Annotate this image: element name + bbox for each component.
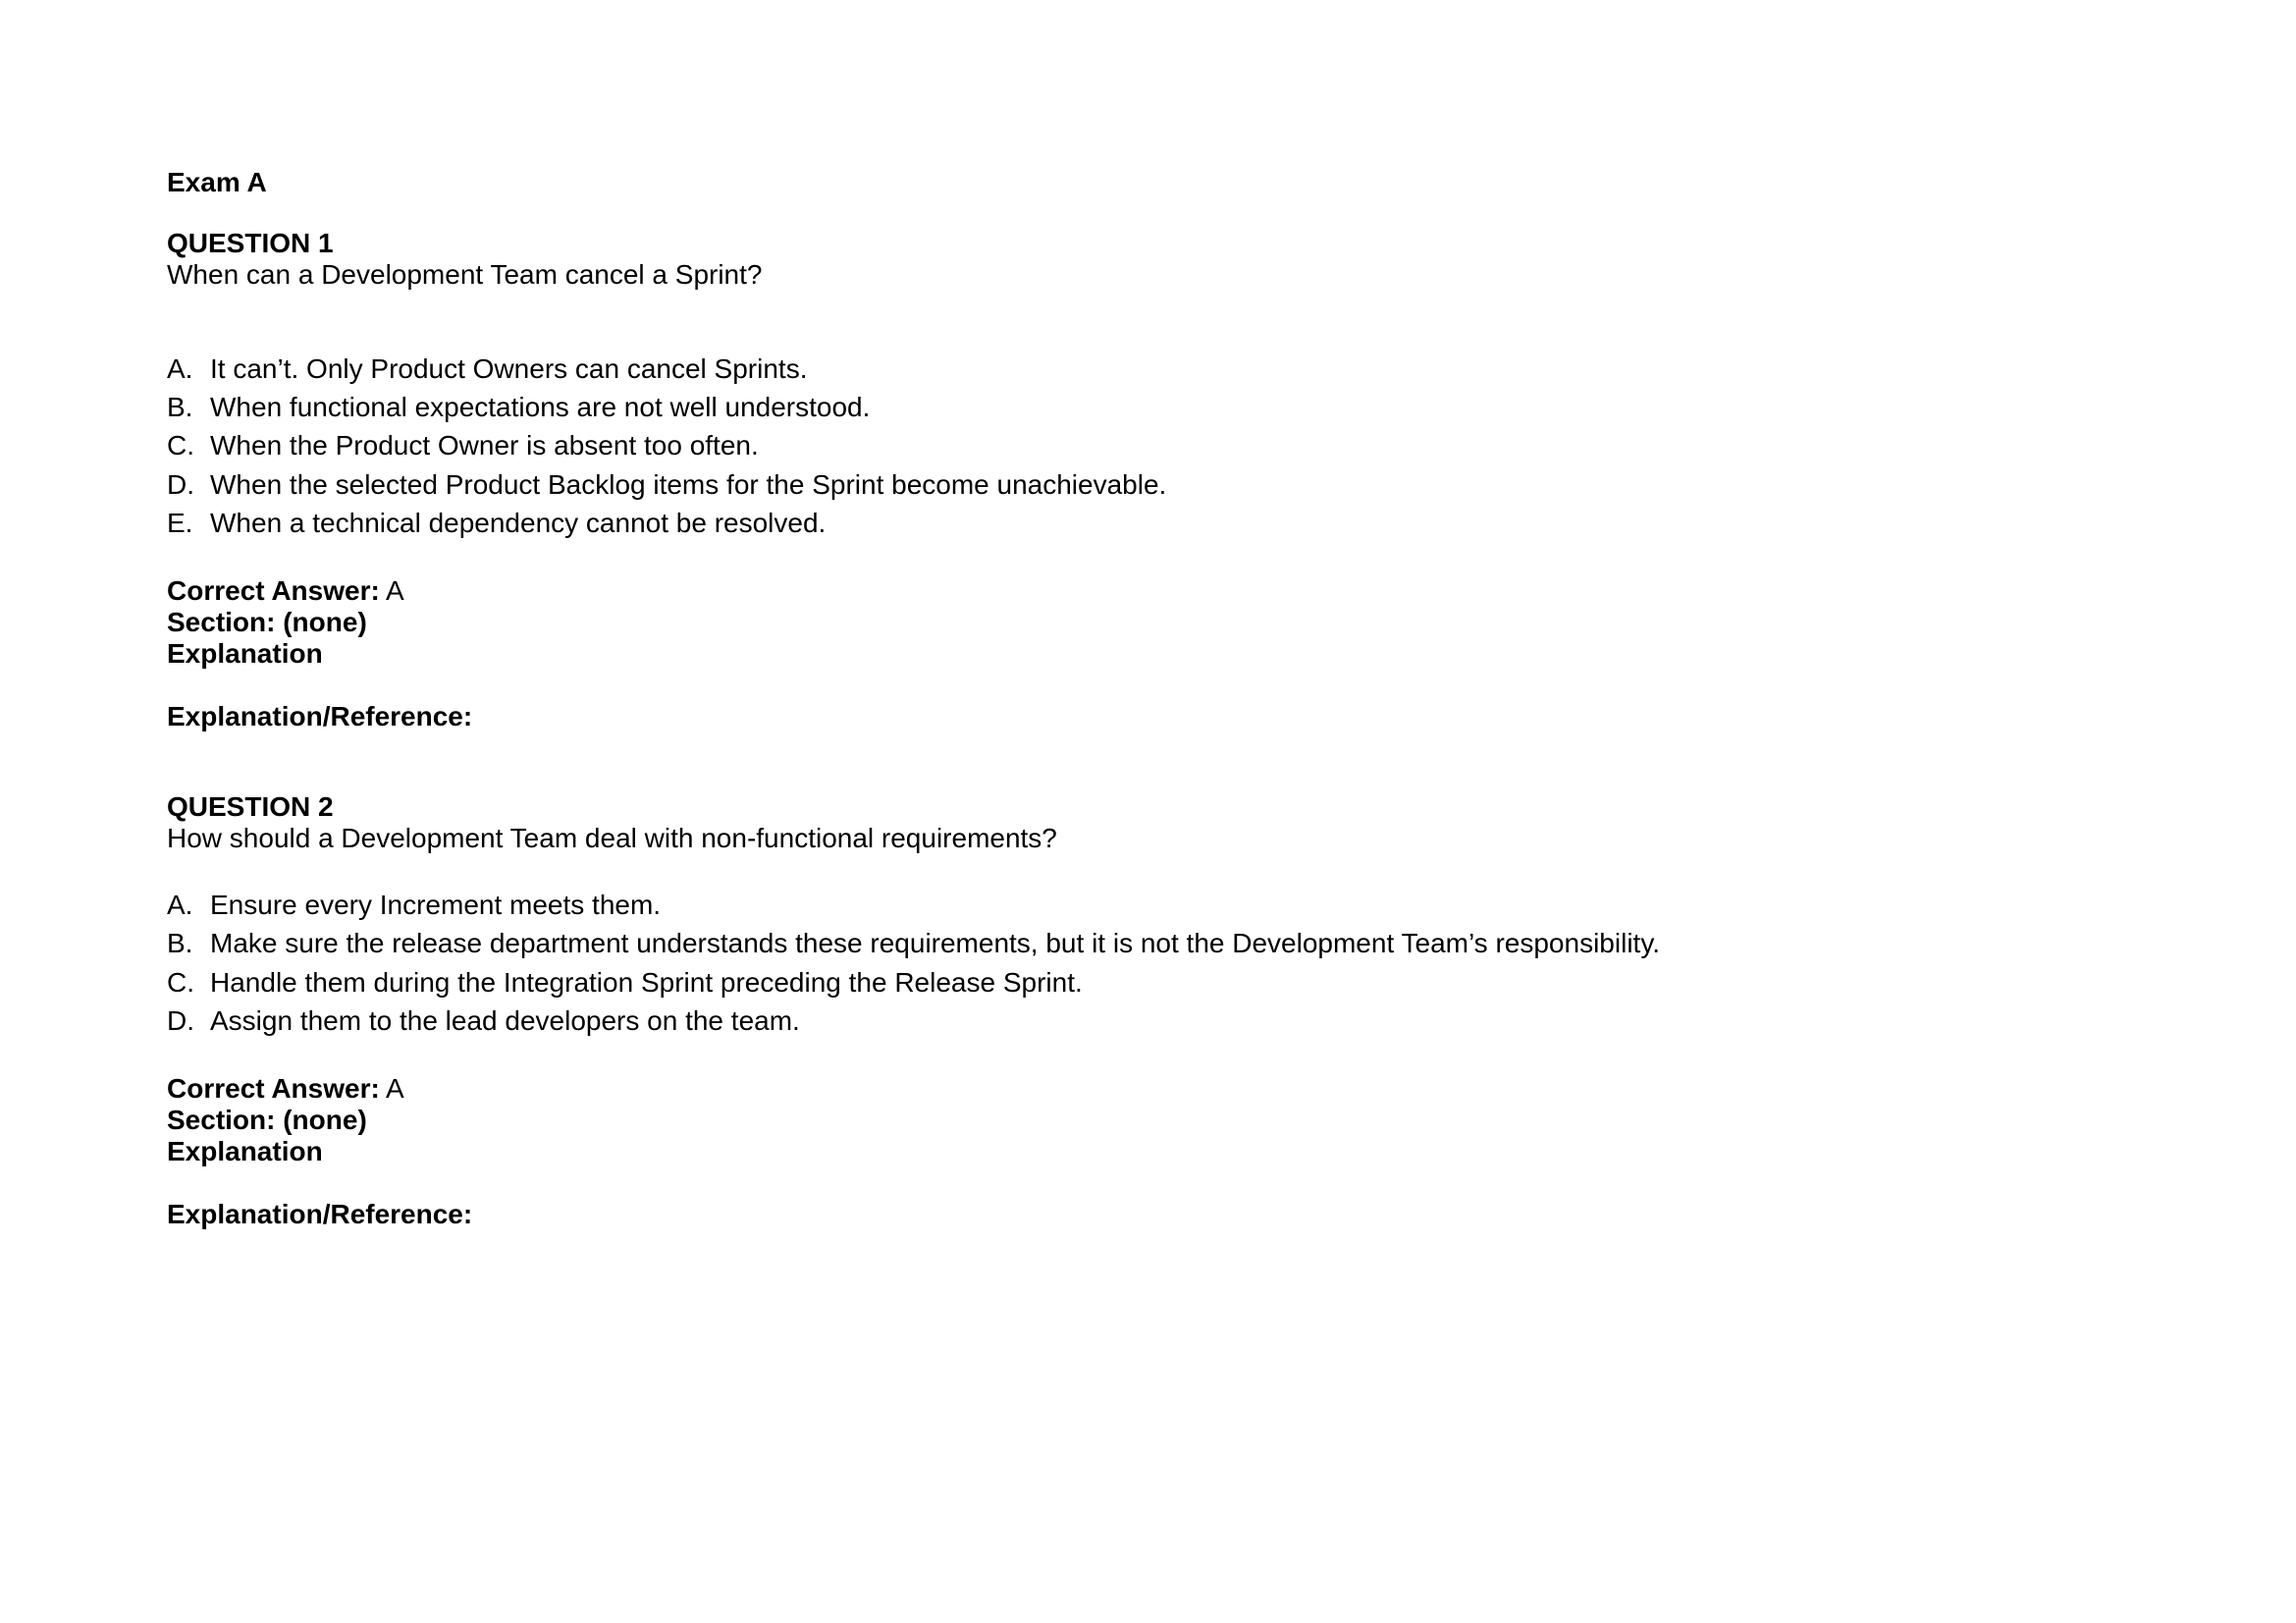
section-label: Section: (none) bbox=[167, 607, 367, 637]
option-text: Assign them to the lead developers on the team. bbox=[210, 1005, 800, 1036]
option-c bbox=[167, 969, 1083, 997]
option-text: When a technical dependency cannot be resolved. bbox=[210, 508, 827, 538]
option-text: When the selected Product Backlog items for the Sprint become unachievable. bbox=[210, 469, 1167, 500]
correct-answer bbox=[167, 577, 404, 605]
exam-title: Exam A bbox=[167, 167, 267, 197]
question-text: How should a Development Team deal with non-functional requirements? bbox=[167, 823, 1057, 853]
option-a bbox=[167, 355, 807, 383]
option-letter: D. bbox=[167, 469, 194, 500]
question-heading: QUESTION 1 bbox=[167, 228, 334, 258]
option-d bbox=[167, 471, 1166, 499]
option-text: Ensure every Increment meets them. bbox=[210, 890, 662, 920]
correct-answer-label: Correct Answer: bbox=[167, 575, 380, 606]
explanation-reference-label: Explanation/Reference: bbox=[167, 701, 473, 731]
option-a bbox=[167, 892, 661, 919]
question-text: When can a Development Team cancel a Sprint? bbox=[167, 259, 763, 290]
option-d bbox=[167, 1007, 800, 1035]
option-letter: A. bbox=[167, 890, 193, 920]
option-b bbox=[167, 394, 870, 421]
option-text: It can’t. Only Product Owners can cancel Sprints. bbox=[210, 353, 808, 384]
option-letter: C. bbox=[167, 430, 194, 460]
option-letter: C. bbox=[167, 967, 194, 998]
correct-answer-value: A bbox=[386, 1073, 404, 1104]
explanation-reference-label: Explanation/Reference: bbox=[167, 1199, 473, 1229]
option-text: When functional expectations are not well understood. bbox=[210, 392, 871, 422]
option-letter: B. bbox=[167, 928, 193, 958]
option-text: When the Product Owner is absent too often. bbox=[210, 430, 759, 460]
option-b bbox=[167, 930, 1660, 957]
option-text: Make sure the release department understands these requirements, but it is not the Development Team’s responsibility. bbox=[210, 928, 1661, 958]
option-letter: B. bbox=[167, 392, 193, 422]
option-letter: D. bbox=[167, 1005, 194, 1036]
correct-answer-value: A bbox=[386, 575, 404, 606]
option-c bbox=[167, 432, 759, 460]
option-letter: A. bbox=[167, 353, 193, 384]
question-heading: QUESTION 2 bbox=[167, 791, 334, 822]
option-text: Handle them during the Integration Sprint preceding the Release Sprint. bbox=[210, 967, 1083, 998]
explanation-label: Explanation bbox=[167, 638, 323, 669]
explanation-label: Explanation bbox=[167, 1136, 323, 1166]
section-label: Section: (none) bbox=[167, 1105, 367, 1135]
option-e bbox=[167, 510, 826, 537]
correct-answer bbox=[167, 1075, 404, 1103]
correct-answer-label: Correct Answer: bbox=[167, 1073, 380, 1104]
option-letter: E. bbox=[167, 508, 193, 538]
